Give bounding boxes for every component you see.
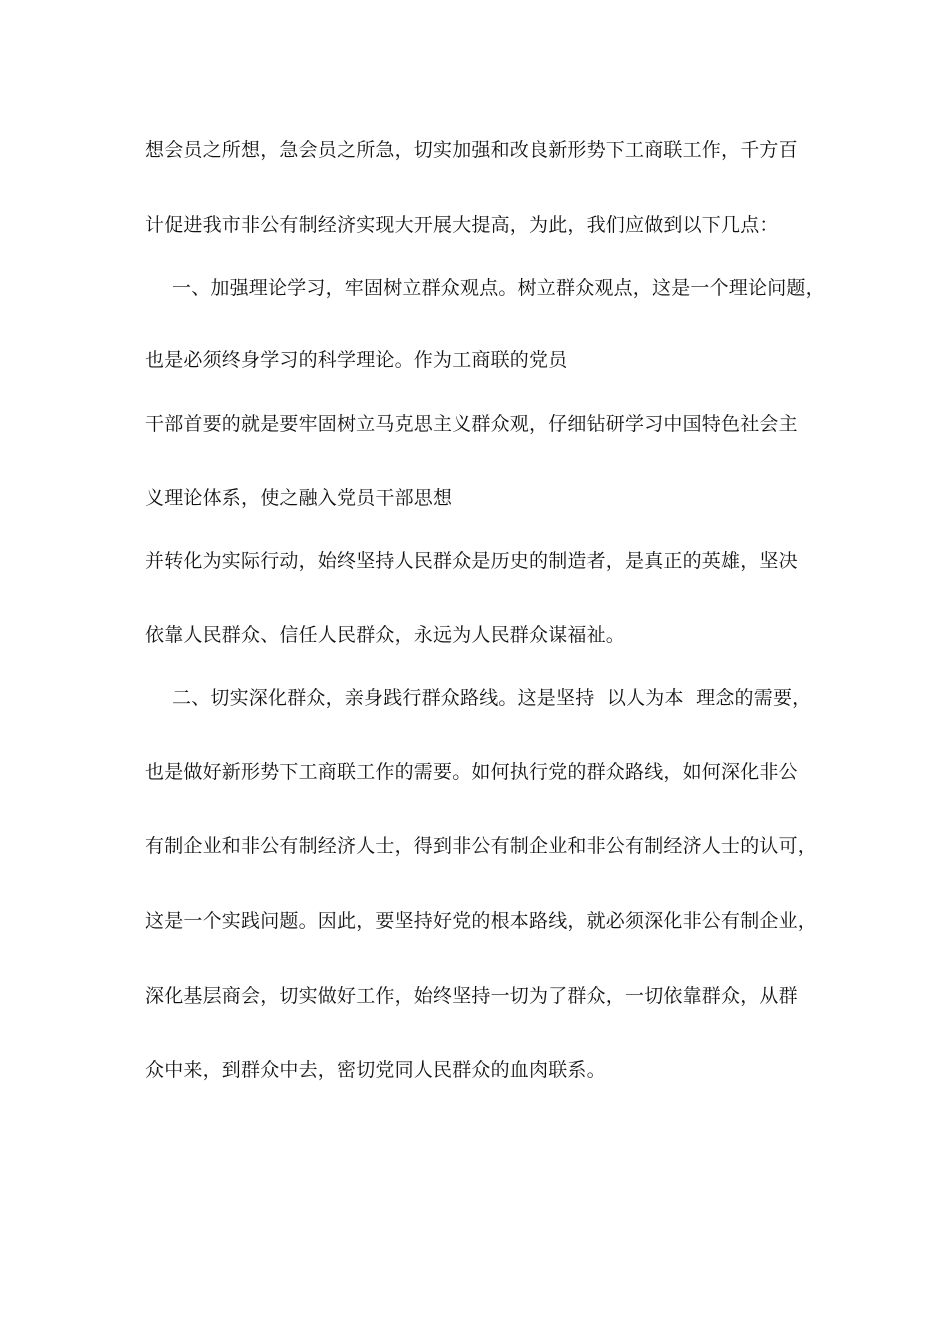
paragraph-line: 有制企业和非公有制经济人士，得到非公有制企业和非公有制经济人士的认可， [145,835,818,857]
section-two-heading-line: 二、切实深化群众，亲身践行群众路线。这是坚持 以人为本 理念的需要， [172,687,812,709]
paragraph-line: 想会员之所想，急会员之所急，切实加强和改良新形势下工商联工作，千方百 [145,139,798,161]
paragraph-line: 依靠人民群众、信任人民群众，永远为人民群众谋福祉。 [145,624,626,646]
paragraph-line: 并转化为实际行动，始终坚持人民群众是历史的制造者，是真正的英雄，坚决 [145,550,798,572]
paragraph-line: 义理论体系，使之融入党员干部思想 [145,487,453,509]
paragraph-line: 干部首要的就是要牢固树立马克思主义群众观，仔细钻研学习中国特色社会主 [145,413,798,435]
paragraph-line: 也是做好新形势下工商联工作的需要。如何执行党的群众路线，如何深化非公 [145,761,798,783]
paragraph-line: 这是一个实践问题。因此，要坚持好党的根本路线，就必须深化非公有制企业， [145,910,818,932]
paragraph-line: 众中来，到群众中去，密切党同人民群众的血肉联系。 [145,1059,606,1081]
section-one-heading-line: 一、加强理论学习，牢固树立群众观点。树立群众观点，这是一个理论问题， [172,277,825,299]
paragraph-line: 计促进我市非公有制经济实现大开展大提高，为此，我们应做到以下几点： [145,214,779,236]
paragraph-line: 也是必须终身学习的科学理论。作为工商联的党员 [145,349,568,371]
paragraph-line: 深化基层商会，切实做好工作，始终坚持一切为了群众，一切依靠群众，从群 [145,985,798,1007]
